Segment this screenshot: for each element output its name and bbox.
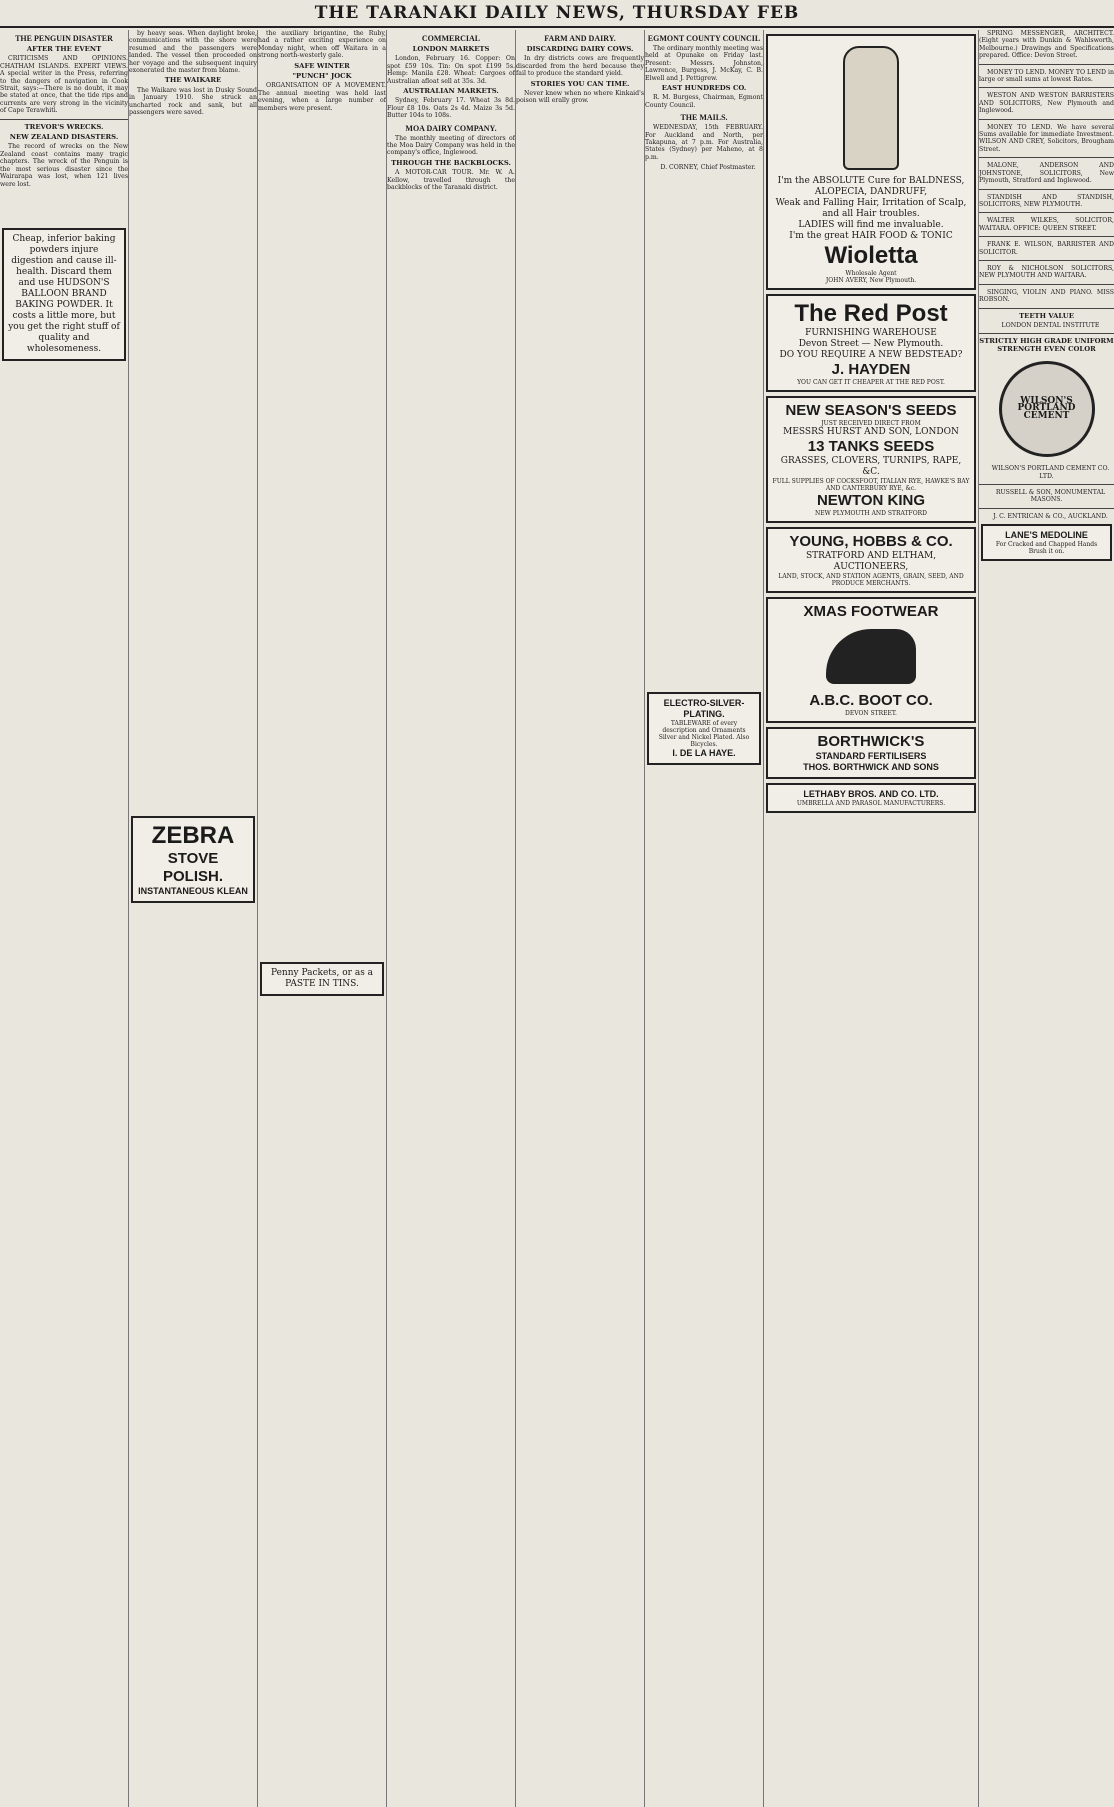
ad-text: TABLEWARE of every description and Ornaments Silver and Nickel Plated. Also Bicycles.	[658, 719, 750, 748]
ad-line: GRASSES, CLOVERS, TURNIPS, RAPE, &C.	[780, 456, 962, 477]
zebra-ad	[131, 816, 255, 903]
divider	[979, 508, 1114, 509]
ad-title: XMAS FOOTWEAR	[803, 603, 939, 620]
ad-title: The Red Post	[794, 300, 948, 327]
subhead: TEETH VALUE	[1019, 311, 1074, 320]
article-text: In dry districts cows are frequently discarded from the herd because they fail to produce the standard yield.	[516, 55, 644, 78]
column-3	[258, 30, 387, 1807]
seeds-ad	[766, 396, 976, 523]
divider	[979, 64, 1114, 65]
divider	[0, 119, 128, 120]
article-text: The record of wrecks on the New Zealand coast contains many tragic chapters. The wreck of the Penguin is the most serious disaster since the Wairarapa was lost, when 121 lives were lost.	[0, 143, 128, 188]
notice-text: WESTON AND WESTON BARRISTERS AND SOLICITORS, New Plymouth and Inglewood.	[979, 92, 1114, 115]
article-text: Sydney, February 17. Wheat 3s 8d. Flour £8 10s. Oats 2s 4d. Maize 3s 5d. Butter 104s to 108s.	[387, 97, 515, 120]
ad-firm: NEWTON KING	[816, 492, 926, 509]
ad-line: Weak and Falling Hair, Irritation of Scalp, and all Hair troubles.	[775, 198, 967, 219]
cement-seal-image	[999, 361, 1095, 457]
ad-text: For Cracked and Chapped Hands Brush it on.	[995, 541, 1098, 556]
subhead: THE WAIKARE	[164, 76, 222, 85]
electroplating-ad	[647, 692, 761, 765]
ad-subtitle: STOVE POLISH.	[162, 850, 223, 886]
ad-firm: YOUNG, HOBBS & CO.	[789, 533, 953, 550]
ad-agent: JOHN AVERY, New Plymouth.	[825, 277, 917, 284]
ad-address: Devon Street — New Plymouth.	[798, 339, 944, 349]
notice-text: RUSSELL & SON, MONUMENTAL MASONS.	[995, 489, 1106, 504]
ad-line: JUST RECEIVED DIRECT FROM	[821, 420, 921, 427]
ad-line: DEVON STREET.	[845, 710, 897, 717]
column-5	[516, 30, 645, 1807]
ad-firm: A.B.C. BOOT CO.	[809, 692, 933, 709]
article-text: ORGANISATION OF A MOVEMENT. The annual meeting was held last evening, when a large number of members were present.	[258, 82, 386, 112]
subhead: NEW ZEALAND DISASTERS.	[9, 133, 119, 142]
ad-firm: LETHABY BROS. AND CO. LTD.	[803, 789, 939, 799]
ad-text: Penny Packets, or as a PASTE IN TINS.	[270, 968, 374, 990]
divider	[979, 189, 1114, 190]
subhead: SAFE WINTER	[294, 61, 350, 70]
column-2	[129, 30, 258, 1807]
article-text: Never knew when no where Kinkaid's poison will erally grow.	[516, 90, 644, 105]
bottle-image	[843, 46, 899, 170]
headline: MOA DAIRY COMPANY.	[405, 123, 497, 133]
notice-text: LONDON DENTAL INSTITUTE	[1001, 321, 1100, 329]
column-1	[0, 30, 129, 1807]
ad-text: Cheap, inferior baking powders injure digestion and cause ill-health. Discard them and use HUDSON'S BALLOON BRAND BAKING POWDER. It costs a little more, but you get the right stuff of quality and wholesomeness.	[8, 233, 120, 354]
article-text: The monthly meeting of directors of the Moa Dairy Company was held in the company's office, Inglewood.	[387, 134, 515, 157]
article-text: The ordinary monthly meeting was held at Opunake on Friday last. Present: Messrs. Johnston, Lawrence, Burgess, J. McKay, C. B. Elwell and J. Pettigrew.	[645, 45, 763, 82]
ad-title: NEW SEASON'S SEEDS	[785, 402, 957, 419]
ad-line: NEW PLYMOUTH AND STRATFORD	[815, 510, 927, 517]
ad-title: ZEBRA	[151, 822, 235, 850]
medoline-ad	[981, 524, 1112, 561]
fertilisers-ad	[766, 727, 976, 779]
subhead: DISCARDING DAIRY COWS.	[526, 45, 634, 53]
notice-text: SPRING MESSENGER, ARCHITECT. (Eight years with Dunkin & Wahlsworth, Melbourne.) Drawings and Specifications prepared. Office: Devon Street.	[979, 30, 1114, 60]
subhead: LONDON MARKETS	[412, 45, 490, 53]
ad-title: STANDARD FERTILISERS	[815, 751, 927, 761]
ad-line: LADIES will find me invaluable.	[798, 220, 944, 230]
notice-text: ROY & NICHOLSON SOLICITORS, NEW PLYMOUTH AND WAITARA.	[979, 264, 1114, 280]
notice-text: WALTER WILKES, SOLICITOR, WAITARA. OFFICE: QUEEN STREET.	[979, 217, 1114, 232]
divider	[979, 119, 1114, 120]
ad-question: DO YOU REQUIRE A NEW BEDSTEAD?	[779, 350, 963, 360]
notice-text: MONEY TO LEND. We have several Sums available for immediate Investment. WILSON AND CREY, Solicitors, Brougham Street.	[979, 123, 1114, 153]
headline: THE MAILS.	[680, 113, 728, 123]
baking-powder-ad	[2, 228, 126, 361]
young-hobbs-ad	[766, 527, 976, 593]
ad-sign: I. DE LA HAYE.	[672, 747, 736, 758]
subhead: STORIES YOU CAN TIME.	[530, 79, 630, 88]
ad-line: 13 TANKS SEEDS	[807, 438, 935, 455]
footwear-ad	[766, 597, 976, 723]
ad-line: I'm the great HAIR FOOD & TONIC	[789, 231, 953, 241]
ad-line: UMBRELLA AND PARASOL MANUFACTURERS.	[796, 800, 946, 807]
ad-agent-label: Wholesale Agent	[845, 270, 897, 277]
ad-line: AUCTIONEERS,	[833, 562, 909, 572]
article-text: WEDNESDAY, 15th FEBRUARY. For Auckland and North, per Takapuna, at 7 p.m. For Australia, States (Sydney) per Maheno, at 8 p.m.	[645, 124, 763, 161]
subhead: "PUNCH" JOCK	[292, 72, 352, 81]
divider	[979, 308, 1114, 309]
paste-ad	[260, 962, 384, 996]
ad-footer: THOS. BORTHWICK AND SONS	[803, 762, 939, 772]
subhead: TREVOR'S WRECKS.	[24, 122, 104, 131]
article-text: CRITICISMS AND OPINIONS. CHATHAM ISLANDS. EXPERT VIEWS. A special writer in the Press, referring to the dangers of navigation in Cook Strait, says:—There is no doubt, it may be stated at once, that the tide rips and currents are very strong in the vicinity of Cape Terawhiti.	[0, 55, 128, 115]
divider	[979, 157, 1114, 158]
article-text: London, February 16. Copper: On spot £59 10s. Tin: On spot £199 5s. Hemp: Manila £28. Wheat: Cargoes of Australian afloat sell at 35s. 3d.	[387, 55, 515, 85]
headline: FARM AND DAIRY.	[544, 34, 616, 43]
divider	[979, 236, 1114, 237]
lethaby-ad	[766, 783, 976, 813]
subhead: THROUGH THE BACKBLOCKS.	[391, 158, 511, 167]
ad-subtitle: FURNISHING WAREHOUSE	[805, 328, 937, 338]
signature: D. CORNEY, Chief Postmaster.	[660, 164, 756, 172]
article-text: The Waikare was lost in Dusky Sound in January 1910. She struck an uncharted rock and sank, but all passengers were saved.	[129, 86, 257, 117]
ad-title: ELECTRO-SILVER-PLATING.	[663, 697, 745, 719]
red-post-ad	[766, 294, 976, 392]
ad-sign: J. HAYDEN	[831, 361, 911, 378]
divider	[979, 212, 1114, 213]
seal-text: WILSON'S PORTLAND CEMENT	[1017, 396, 1076, 421]
subhead: EAST HUNDREDS CO.	[661, 84, 747, 93]
divider	[979, 260, 1114, 261]
notice-text: MALONE, ANDERSON AND JOHNSTONE, SOLICITORS, New Plymouth, Stratford and Inglewood.	[979, 162, 1114, 185]
ad-footer: YOU CAN GET IT CHEAPER AT THE RED POST.	[797, 379, 945, 386]
divider	[979, 484, 1114, 485]
divider	[979, 333, 1114, 334]
column-7	[764, 30, 979, 1807]
brand-name: Wioletta	[824, 242, 918, 269]
ad-line: LAND, STOCK, AND STATION AGENTS, GRAIN, SEED, AND PRODUCE MERCHANTS.	[778, 573, 964, 587]
notice-text: J. C. ENTRICAN & CO., AUCKLAND.	[993, 512, 1108, 520]
headline: THE PENGUIN DISASTER	[15, 34, 113, 43]
notice-text: SINGING, VIOLIN AND PIANO. MISS ROBSON.	[979, 288, 1114, 304]
hair-tonic-ad	[766, 34, 976, 290]
notice-text: STANDISH AND STANDISH, SOLICITORS, NEW PLYMOUTH.	[979, 193, 1114, 208]
article-text: A MOTOR-CAR TOUR. Mr. W. A. Kellow, travelled through the backblocks of the Taranaki district.	[387, 169, 515, 192]
column-6	[645, 30, 764, 1807]
ad-line: FULL SUPPLIES OF COCKSFOOT, ITALIAN RYE, HAWKE'S BAY AND CANTERBURY RYE, &c.	[772, 478, 970, 492]
column-8	[979, 30, 1114, 1807]
notice-text: FRANK E. WILSON, BARRISTER AND SOLICITOR.	[979, 241, 1114, 256]
article-text: by heavy seas. When daylight broke, communications with the shore were resumed and the passengers were landed. The vessel then proceeded on her voyage and the subsequent inquiry exonerated the master from blame.	[129, 30, 257, 75]
subhead: AUSTRALIAN MARKETS.	[403, 87, 499, 96]
ad-line: STRATFORD AND ELTHAM,	[805, 551, 937, 561]
divider	[979, 284, 1114, 285]
subhead: STRICTLY HIGH GRADE UNIFORM STRENGTH EVEN COLOR	[979, 337, 1114, 353]
ad-subtitle: INSTANTANEOUS KLEAN	[138, 886, 248, 897]
notice-text: MONEY TO LEND. MONEY TO LEND in large or small sums at lowest Rates.	[979, 68, 1114, 84]
divider	[979, 87, 1114, 88]
column-4	[387, 30, 516, 1807]
article-text: R. M. Burgess, Chairman, Egmont County Council.	[645, 94, 763, 109]
notice-text: WILSON'S PORTLAND CEMENT CO. LTD.	[991, 465, 1110, 480]
headline: COMMERCIAL	[421, 34, 481, 43]
ad-line: I'm the ABSOLUTE Cure for BALDNESS, ALOPECIA, DANDRUFF,	[777, 176, 965, 197]
masthead: THE TARANAKI DAILY NEWS, THURSDAY FEB	[0, 0, 1114, 28]
ad-firm: BORTHWICK'S	[817, 733, 925, 750]
article-text: the auxiliary brigantine, the Ruby, had a rather exciting experience on Monday night, when off Waitara in a strong north-westerly gale.	[258, 30, 386, 60]
ad-title: LANE'S MEDOLINE	[1005, 530, 1088, 541]
subhead: AFTER THE EVENT	[26, 45, 102, 53]
headline: EGMONT COUNTY COUNCIL	[647, 34, 761, 43]
ad-line: MESSRS HURST AND SON, LONDON	[783, 427, 959, 437]
boot-image	[826, 629, 916, 684]
